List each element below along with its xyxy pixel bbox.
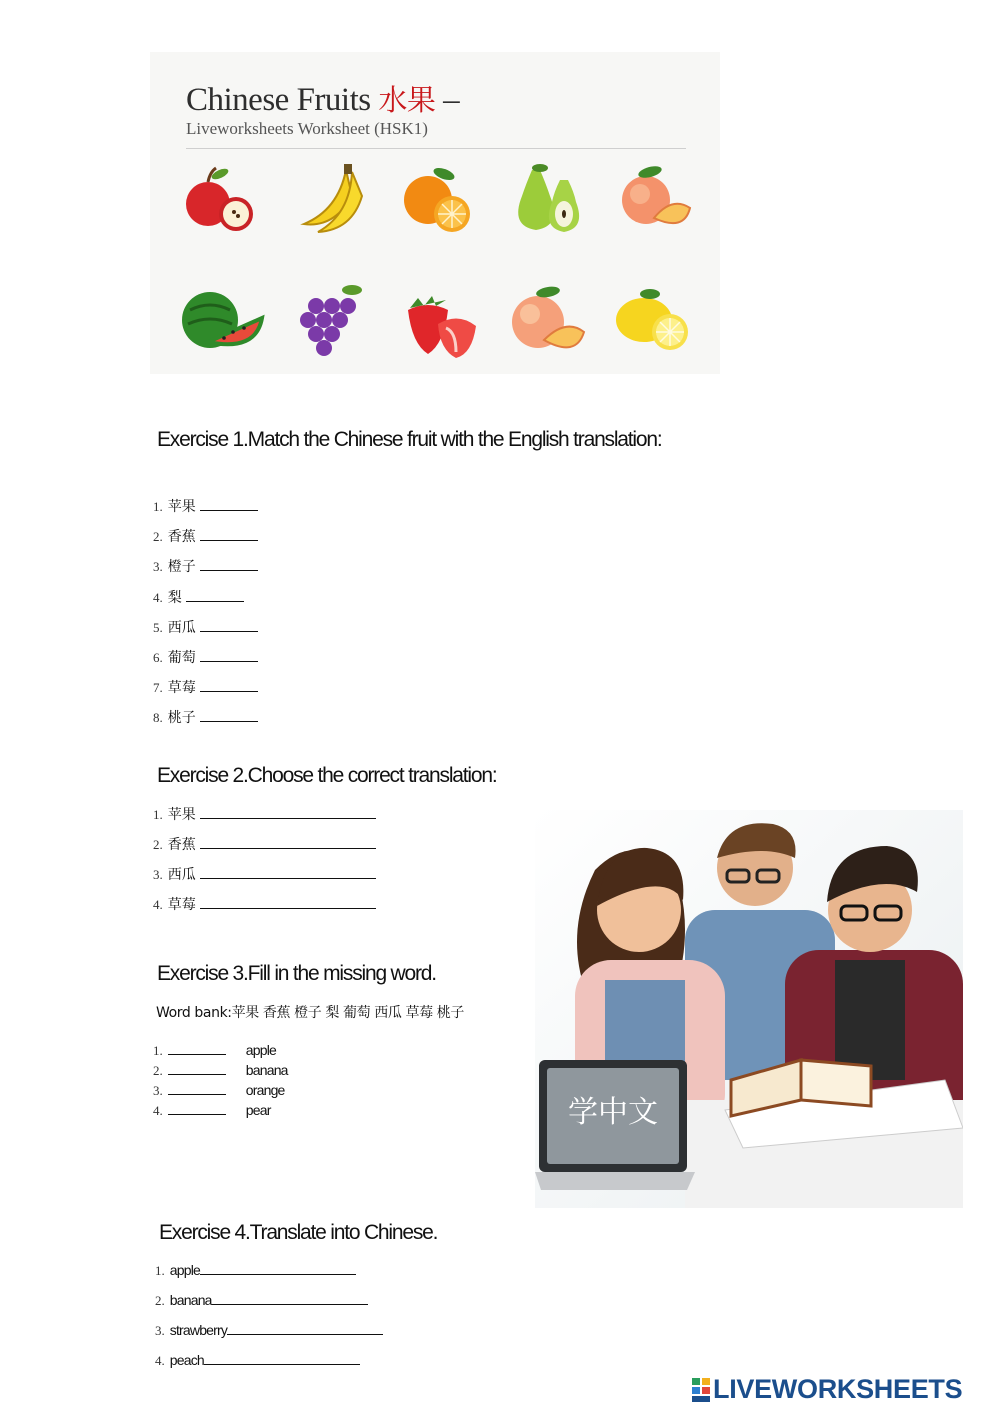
header-banner <box>150 52 720 374</box>
item-text: strawberry <box>169 1322 228 1338</box>
strawberry-icon <box>394 280 482 360</box>
list-item <box>153 864 376 884</box>
answer-blank[interactable] <box>200 619 258 632</box>
answer-blank[interactable] <box>212 1292 368 1305</box>
item-text: 梨 <box>167 590 182 606</box>
list-item <box>153 707 258 727</box>
title-dash: – <box>443 82 460 118</box>
item-text: 香蕉 <box>167 837 196 853</box>
worksheet-title <box>186 78 459 119</box>
students-photo <box>535 810 963 1208</box>
answer-blank[interactable] <box>200 528 258 541</box>
logo-text: LIVEWORKSHEETS <box>713 1374 963 1404</box>
item-number: 3. <box>153 1083 163 1098</box>
answer-blank[interactable] <box>200 649 258 662</box>
grapes-icon <box>286 280 374 360</box>
list-item <box>153 834 376 854</box>
answer-blank[interactable] <box>200 806 376 819</box>
answer-blank[interactable] <box>200 1262 356 1275</box>
list-item <box>153 1102 271 1119</box>
item-number: 2. <box>153 1063 163 1078</box>
orange-icon <box>394 160 482 240</box>
answer-blank[interactable] <box>168 1082 226 1095</box>
apple-icon <box>178 160 266 240</box>
divider <box>186 148 686 149</box>
item-number: 1. <box>153 1043 163 1058</box>
item-number: 7. <box>153 680 163 695</box>
answer-blank[interactable] <box>168 1042 226 1055</box>
liveworksheets-logo[interactable] <box>692 1374 962 1405</box>
peach-icon <box>610 160 698 240</box>
laptop-screen-text: 学中文 <box>568 1095 658 1130</box>
list-item <box>153 647 258 667</box>
title-chinese: 水果 <box>378 83 436 117</box>
list-item <box>155 1322 383 1339</box>
answer-blank[interactable] <box>227 1322 383 1335</box>
list-item <box>153 677 258 697</box>
answer-blank[interactable] <box>204 1352 360 1365</box>
exercise-1-title: Exercise 1.Match the Chinese fruit with the English translation: <box>157 428 662 451</box>
item-number: 5. <box>153 620 163 635</box>
answer-blank[interactable] <box>200 709 258 722</box>
answer-blank[interactable] <box>200 896 376 909</box>
list-item <box>153 894 376 914</box>
item-number: 4. <box>153 897 163 912</box>
answer-blank[interactable] <box>200 836 376 849</box>
list-item <box>153 617 258 637</box>
item-number: 4. <box>153 1103 163 1118</box>
item-number: 3. <box>153 559 163 574</box>
fruit-row-bottom <box>178 280 698 360</box>
item-text: 香蕉 <box>167 529 196 545</box>
item-text: apple <box>169 1262 201 1278</box>
item-text: banana <box>169 1292 212 1308</box>
exercise-4-title: Exercise 4.Translate into Chinese. <box>159 1221 438 1244</box>
item-number: 1. <box>153 807 163 822</box>
list-item <box>153 556 258 576</box>
item-number: 8. <box>153 710 163 725</box>
fruit-row-top <box>178 160 698 240</box>
answer-blank[interactable] <box>200 558 258 571</box>
item-text: 草莓 <box>167 897 196 913</box>
item-text: 苹果 <box>167 807 196 823</box>
watermelon-icon <box>178 280 266 360</box>
answer-blank[interactable] <box>168 1102 226 1115</box>
item-number: 2. <box>153 529 163 544</box>
worksheet-subtitle: Liveworksheets Worksheet (HSK1) <box>186 119 428 138</box>
list-item <box>153 1062 288 1079</box>
item-text: 西瓜 <box>167 867 196 883</box>
pear-icon <box>502 160 590 240</box>
list-item <box>153 804 376 824</box>
answer-blank[interactable] <box>200 498 258 511</box>
item-text: 葡萄 <box>167 650 196 666</box>
answer-blank[interactable] <box>168 1062 226 1075</box>
answer-blank[interactable] <box>186 589 244 602</box>
item-text: orange <box>245 1082 285 1098</box>
answer-blank[interactable] <box>200 866 376 879</box>
item-number: 2. <box>153 837 163 852</box>
exercise-3-title: Exercise 3.Fill in the missing word. <box>157 962 436 985</box>
lemon-icon <box>610 280 698 360</box>
list-item <box>153 1082 285 1099</box>
exercise-2-title: Exercise 2.Choose the correct translation: <box>157 764 497 787</box>
item-text: pear <box>245 1102 271 1118</box>
logo-mark-icon <box>692 1378 710 1402</box>
item-text: peach <box>169 1352 204 1368</box>
item-number: 3. <box>153 867 163 882</box>
list-item <box>155 1262 356 1279</box>
item-number: 2. <box>155 1293 165 1308</box>
title-english: Chinese Fruits <box>186 82 371 118</box>
peach-slice-icon <box>502 280 590 360</box>
item-text: 西瓜 <box>167 620 196 636</box>
item-number: 1. <box>153 499 163 514</box>
list-item <box>153 496 258 516</box>
item-number: 4. <box>155 1353 165 1368</box>
item-number: 6. <box>153 650 163 665</box>
item-number: 4. <box>153 590 163 605</box>
item-number: 1. <box>155 1263 165 1278</box>
item-text: apple <box>245 1042 277 1058</box>
item-text: 橙子 <box>167 559 196 575</box>
list-item <box>153 1042 276 1059</box>
word-bank: Word bank:苹果 香蕉 橙子 梨 葡萄 西瓜 草莓 桃子 <box>156 1005 464 1021</box>
item-text: 桃子 <box>167 710 196 726</box>
item-text: banana <box>245 1062 288 1078</box>
list-item <box>155 1292 368 1309</box>
banana-icon <box>286 160 374 240</box>
list-item <box>153 587 244 607</box>
item-text: 草莓 <box>167 680 196 696</box>
item-number: 3. <box>155 1323 165 1338</box>
list-item <box>155 1352 360 1369</box>
item-text: 苹果 <box>167 499 196 515</box>
answer-blank[interactable] <box>200 679 258 692</box>
list-item <box>153 526 258 546</box>
